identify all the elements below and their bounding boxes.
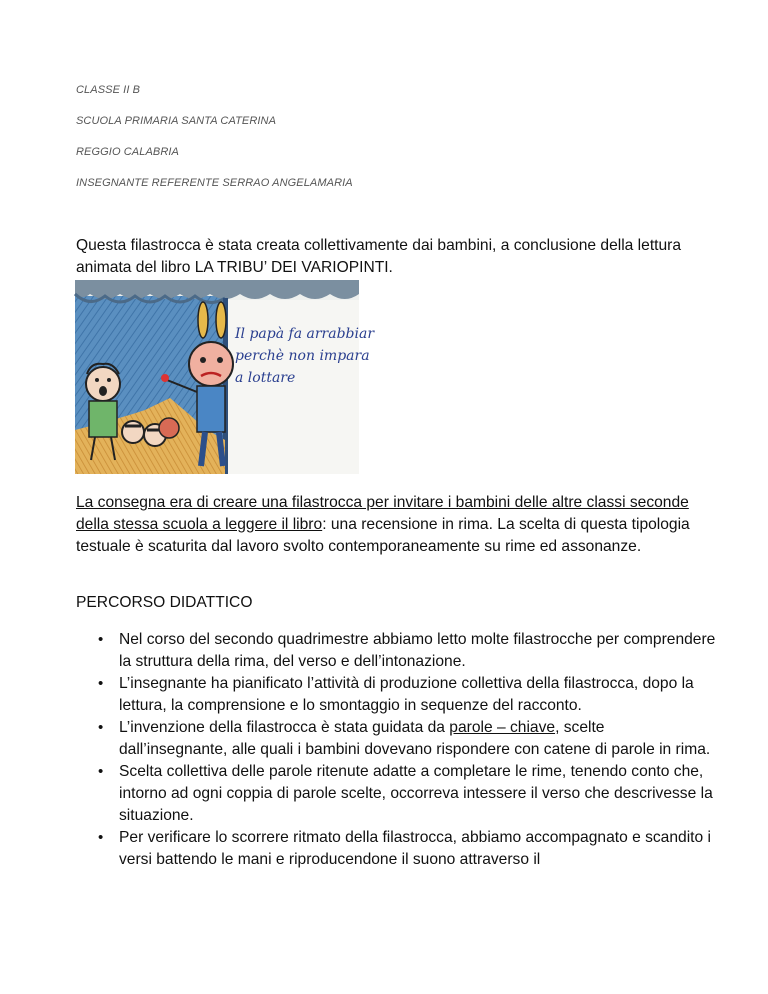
bullet-icon: • — [98, 719, 104, 736]
assignment-underlined: La consegna era di creare una filastrocca per invitare i bambini delle altre classi seconde della stessa scuola a leggere il libro — [76, 494, 689, 533]
list-item-text: Scelta collettiva delle parole ritenute adatte a completare le rime, tenendo conto che, intorno ad ogni coppia di parole scelte, occorreva intessere il verso che descrivesse la situazione. — [119, 763, 713, 824]
header-class: CLASSE II B — [76, 84, 141, 96]
list-item-text: Nel corso del secondo quadrimestre abbiamo letto molte filastrocche per comprendere la struttura della rima, del verso e dell’intonazione. — [119, 631, 716, 670]
keyword-underlined: parole – chiave — [449, 719, 556, 736]
list-item — [96, 761, 716, 827]
header-school: SCUOLA PRIMARIA SANTA CATERINA — [76, 115, 277, 127]
list-item-text: , scelte dall’insegnante, alle quali i bambini dovevano rispondere con catene di parole in rima. — [119, 719, 711, 758]
list-item-text: Per verificare lo scorrere ritmato della filastrocca, abbiamo accompagnato e scandito i versi battendo le mani e riproducendone il suono attraverso il — [119, 829, 711, 868]
bullet-icon: • — [98, 631, 104, 648]
header-teacher: INSEGNANTE REFERENTE SERRAO ANGELAMARIA — [76, 177, 353, 189]
list-item — [96, 629, 716, 673]
intro-paragraph: Questa filastrocca è stata creata collettivamente dai bambini, a conclusione della lettura animata del libro LA TRIBU’ DEI VARIOPINTI. — [76, 237, 682, 276]
bullet-icon: • — [98, 763, 104, 780]
section-title: PERCORSO DIDATTICO — [76, 594, 253, 611]
bullet-icon: • — [98, 829, 104, 846]
handwriting-line-2: perchè non impara — [235, 348, 370, 364]
list-item — [96, 827, 716, 871]
percorso-list — [96, 629, 716, 871]
list-item — [96, 717, 716, 761]
assignment-paragraph — [76, 492, 706, 558]
list-item — [96, 673, 716, 717]
header-city: REGGIO CALABRIA — [76, 146, 179, 158]
list-item-text: L’insegnante ha pianificato l’attività di produzione collettiva della filastrocca, dopo la lettura, la comprensione e lo smontaggio in sequenze del racconto. — [119, 675, 694, 714]
assignment-rest: : una recensione in rima. La scelta di questa tipologia testuale è scaturita dal lavoro svolto contemporaneamente su rime ed assonanze. — [76, 516, 690, 555]
handwriting-line-3: a lottare — [235, 370, 296, 386]
list-item-text: L’invenzione della filastrocca è stata guidata da — [119, 719, 450, 736]
handwriting-line-1: Il papà fa arrabbiar — [235, 326, 375, 342]
child-drawing-image — [75, 280, 375, 474]
bullet-icon: • — [98, 675, 104, 692]
